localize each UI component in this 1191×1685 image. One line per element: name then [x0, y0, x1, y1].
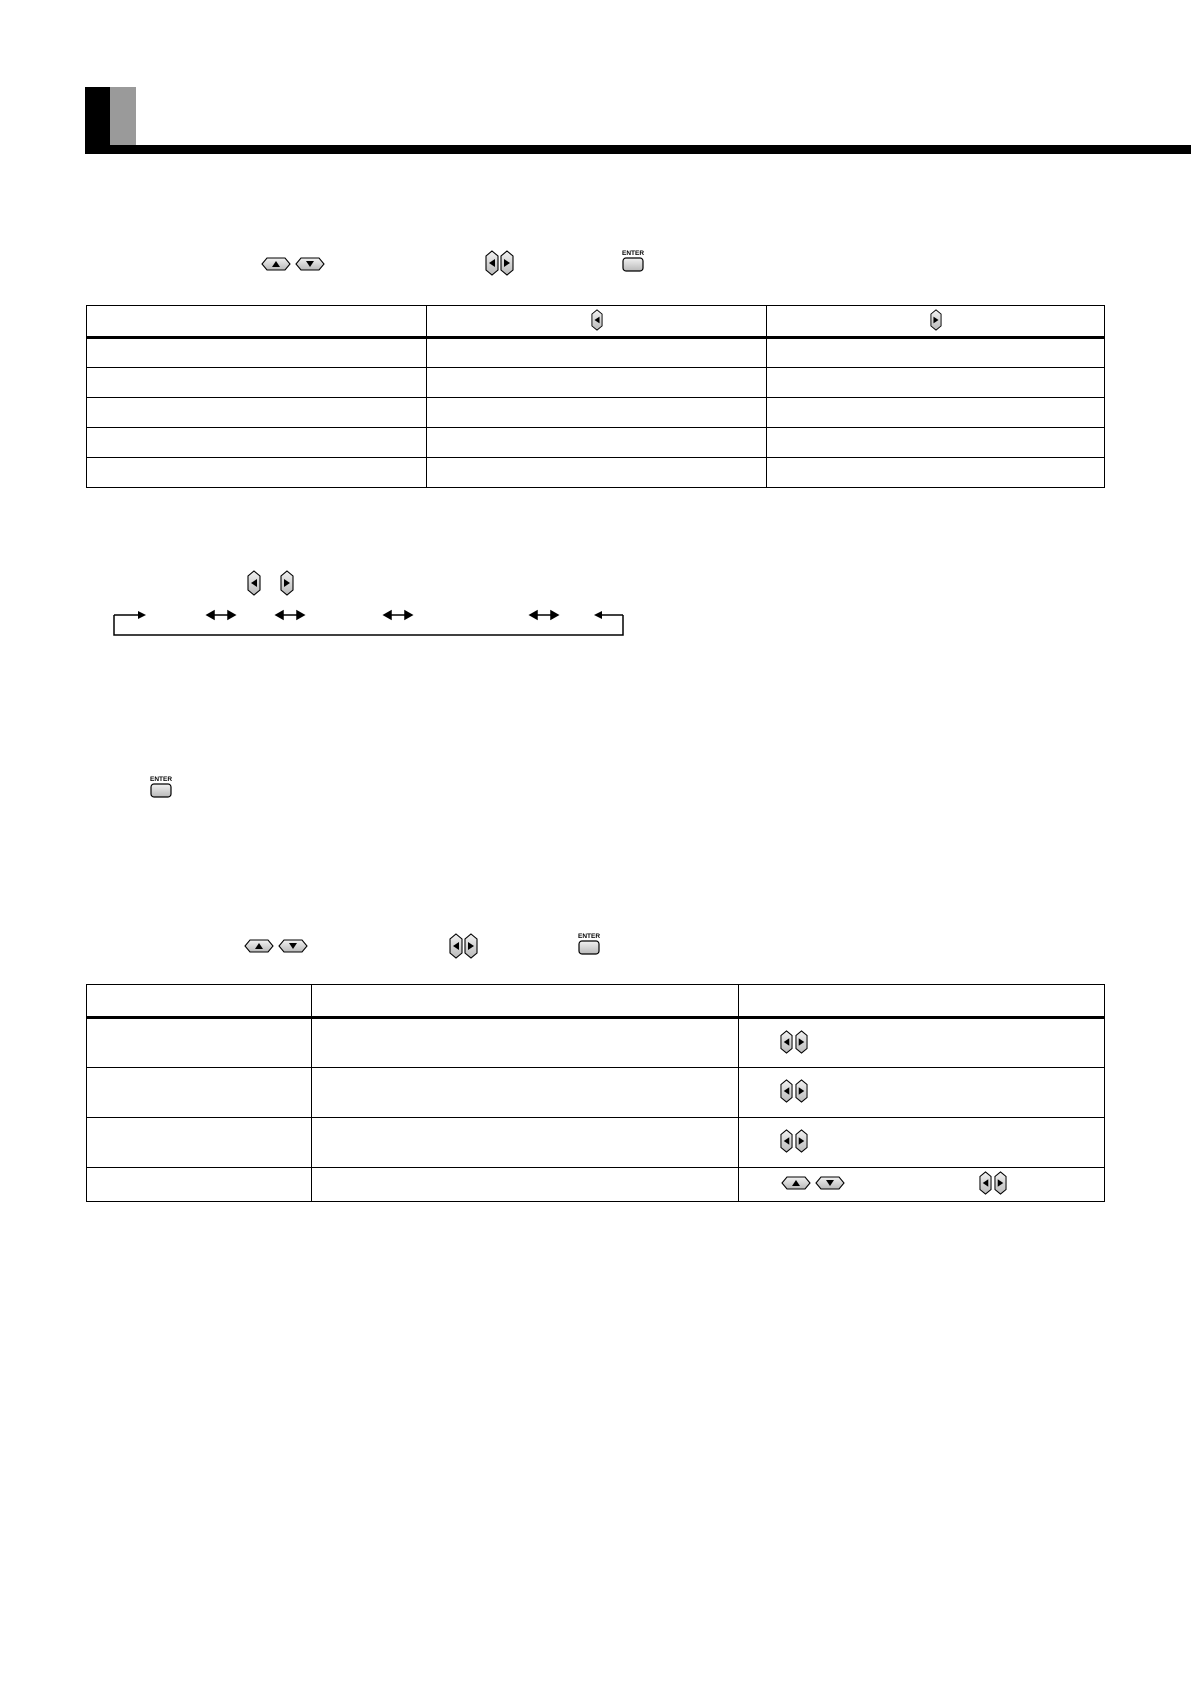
arrowhead-left-icon [594, 611, 602, 619]
table-cell [87, 428, 427, 458]
table-header-cell [87, 985, 312, 1018]
down-arrow-button-icon [278, 939, 308, 953]
left-arrow-button-icon [485, 250, 499, 276]
table-cell [312, 1118, 739, 1168]
table-cell [87, 1068, 312, 1118]
table-cell [87, 338, 427, 368]
double-arrow-icon [276, 611, 304, 619]
table-cell [767, 458, 1105, 488]
up-arrow-button-icon [244, 939, 274, 953]
table-cell [87, 368, 427, 398]
table-row [87, 428, 1105, 458]
table-row [87, 1118, 1105, 1168]
double-arrow-icon [207, 611, 235, 619]
left-arrow-button-icon [780, 1030, 793, 1057]
left-arrow-button-icon [247, 570, 261, 596]
right-arrow-button-icon [464, 933, 478, 959]
enter-button-icon [576, 931, 602, 957]
table-cell [87, 1168, 312, 1202]
right-arrow-button-icon [500, 250, 514, 276]
table-row [87, 458, 1105, 488]
right-arrow-button-icon [994, 1171, 1007, 1198]
table-cell [767, 338, 1105, 368]
table-header-cell [312, 985, 739, 1018]
table-row [87, 1068, 1105, 1118]
table-cell [767, 428, 1105, 458]
enter-button-icon [148, 774, 174, 800]
table-cell [427, 398, 767, 428]
right-arrow-button-icon [280, 570, 294, 596]
double-arrow-icon [530, 611, 558, 619]
table-cell [739, 1018, 1105, 1068]
table-header-cell [767, 306, 1105, 338]
table-header-cell [427, 306, 767, 338]
settings-table-1 [86, 305, 1105, 488]
table-cell [87, 1018, 312, 1068]
left-arrow-button-icon [979, 1171, 992, 1198]
table-cell [739, 1068, 1105, 1118]
section-header-rule [110, 145, 1191, 154]
loop-return-line [114, 615, 623, 635]
table-cell [767, 368, 1105, 398]
section-marker-grey [110, 87, 136, 145]
enter-button-icon [620, 248, 646, 274]
cycle-loop-diagram [108, 605, 628, 645]
table-cell [739, 1168, 1105, 1202]
table-cell [427, 458, 767, 488]
table-cell [312, 1018, 739, 1068]
table-cell [87, 458, 427, 488]
table-cell [427, 428, 767, 458]
up-arrow-button-icon [261, 257, 291, 271]
right-arrow-button-icon [795, 1079, 808, 1106]
right-arrow-button-icon [795, 1030, 808, 1057]
arrowhead-right-icon [138, 611, 146, 619]
table-header-cell [739, 985, 1105, 1018]
table-row [87, 1168, 1105, 1202]
table-row [87, 338, 1105, 368]
table-header-cell [87, 306, 427, 338]
down-arrow-button-icon [815, 1176, 845, 1193]
left-arrow-button-icon [449, 933, 463, 959]
double-arrow-icon [384, 611, 412, 619]
table-cell [87, 398, 427, 428]
table-header-row [87, 985, 1105, 1018]
right-arrow-button-icon [795, 1129, 808, 1156]
table-cell [312, 1068, 739, 1118]
section-marker-black [85, 87, 110, 154]
table-cell [767, 398, 1105, 428]
settings-table-2 [86, 984, 1105, 1202]
table-row [87, 398, 1105, 428]
down-arrow-button-icon [295, 257, 325, 271]
left-arrow-button-icon [591, 309, 603, 334]
left-arrow-button-icon [780, 1079, 793, 1106]
right-arrow-button-icon [930, 309, 942, 334]
up-arrow-button-icon [781, 1176, 811, 1193]
table-cell [739, 1118, 1105, 1168]
table-row [87, 1018, 1105, 1068]
table-row [87, 368, 1105, 398]
table-cell [312, 1168, 739, 1202]
table-cell [427, 338, 767, 368]
left-arrow-button-icon [780, 1129, 793, 1156]
table-cell [87, 1118, 312, 1168]
table-header-row [87, 306, 1105, 338]
table-cell [427, 368, 767, 398]
